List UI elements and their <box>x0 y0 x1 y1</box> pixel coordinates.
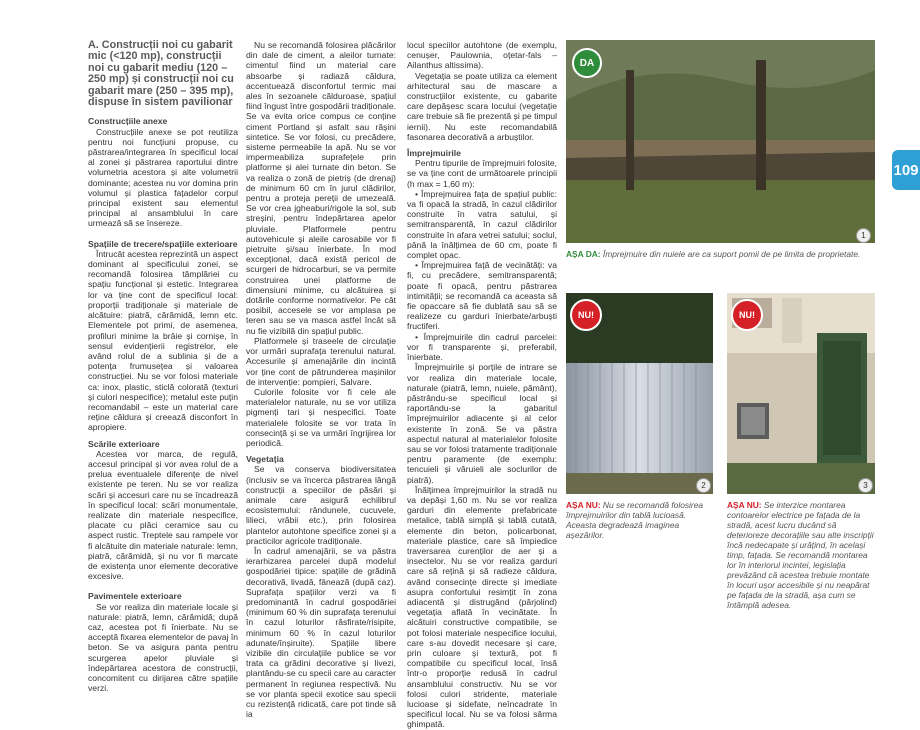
heading-pavimente: Pavimentele exterioare <box>88 591 182 602</box>
caption-photo-1 <box>566 249 876 259</box>
paragraph: Împrejmuirile și porțile de intrare se vor realiza din materiale locale, naturale (piatră, lemn, nuiele, pământ), păstrându-se specificul local și raportându-se la gabaritul împrejmuirilor adiacente și al celor existente în zonă. Se va păstra aspectul natural al materialelor folosite sau se vor folosi tratamente tradiționale pentru paramente (de exemplu: tencuieli și văruieli ale soclurilor de piatră). <box>407 362 557 485</box>
paragraph: Nu se recomandă folosirea plăcărilor din dale de ciment, a aleilor turnate: cimentul fiind un material care absoarbe și radiază căldura, accentuează disconfortul termic mai ales în sezoanele călduroase, spațiul fiind îngust între gospodării tradiționale. Se va evita orice compus ce conține ciment Portland și asfalt sau rășini sintetice. Se vor folosi, cu precădere, sisteme permeabile la apă. Nu se vor impermeabiliza suprafețele prin platforme și alei turnate din beton. Se va realiza o zonă de pietriș (de drenaj) de minimum 60 cm în jurul clădirilor, pentru a proteja pereții de umezeală. Se vor crea jgheaburi/rigole la sol, sub streșini, pentru îndepărtarea apelor pluviale. Platformele pentru autovehicule și aleile carosabile vor fi pietruite și/sau înierbate. În mod excepțional, dacă există pericol de scurgeri de hidrocarburi, se va permite construirea unei platforme de dimensiuni minime, cu alcătuirea și dotările conforme normativelor. Pe cât posibil, accesele se vor amplasa pe teren sau se va masca astfel încât să nu fie vizibilă din spațiul public. <box>246 40 397 336</box>
paragraph: Acestea vor marca, de regulă, accesul principal și vor avea rolul de a prelua eventualele diferențe de nivel existente pe teren. Nu se vor realiza scări și accesuri care nu se încadrează în specificul local: scări monumentale, realizate din materiale nespecifice, placate cu plăci ceramice sau cu aspect rustic. Treptele sau rampele vor fi alcătuite din materiale naturale: lemn, piatră, cărămidă, și nu vor fi marcate de existența unor elemente decorative excesive. <box>88 448 238 582</box>
heading-anexe: Construcțiile anexe <box>88 116 168 127</box>
caption-text: Împrejmuire din nuiele are ca suport pomii de pe limita de proprietate. <box>600 249 861 259</box>
photo-number: 2 <box>696 478 711 493</box>
caption-photo-3 <box>727 500 877 610</box>
bullet-item: • Împrejmuirile din cadrul parcelei: vor fi transparente și, preferabil, înierbate. <box>407 331 557 363</box>
caption-label: AȘA DA: <box>566 249 601 259</box>
photo-metal-fence <box>566 293 713 494</box>
heading-imprejmuirile: Împrejmuirile <box>407 148 461 159</box>
paragraph: Întrucât acestea reprezintă un aspect dominant al specificului zonei, se recomandă folosirea tâmplăriei cu spațiu funcțional și estetic. Integrarea lor va ține cont de specificul local: proporții tradiționale și materiale de alcătuire: piatră, cărămidă, lemn etc. Elementele pot primi, de asemenea, profiluri minime la brâie și cornișe, în sensul evidențierii registrelor, ele având rolul de a sublinia și de a potența frumusețea și valoarea construcției. Nu se vor folosi materiale ca: inox, plastic, sticlă colorată (texturi și culori nespecifice); metalul este puțin recomandabil – este un material care reține căldura și creează disconfort în apropiere. <box>88 248 238 433</box>
caption-photo-2 <box>566 500 716 540</box>
heading-spatii: Spațiile de trecere/spațiile exterioare <box>88 238 238 249</box>
da-badge: DA <box>572 48 602 78</box>
bullet-item: • Împrejmuirea fața de spațiul public: va fi opacă la stradă, în cazul clădirilor construite în vatra satului, și semitransparentă, în cazul clădirilor construite în afara vetrei satului; soclul, până la înălțimea de 60 cm, poate fi complet opac. <box>407 188 557 261</box>
nu-badge: NU! <box>731 299 763 331</box>
paragraph: locul speciilor autohtone (de exemplu, cenușer, Paulownia, oțetar-fals – Ailanthus altissima). <box>407 40 557 71</box>
page-number-tab: 109 <box>892 150 920 190</box>
caption-label: AȘA NU: <box>727 500 762 510</box>
paragraph: Înălțimea împrejmuirilor la stradă nu va depăși 1,60 m. Nu se vor realiza garduri din elemente prefabricate metalice, tablă simplă și tablă cutată, elemente din beton, policarbonat, materiale plastice, care să împiedice traversarea curenților de aer și a insectelor. Nu se vor realiza garduri care să rețină și să radieze căldura, având consecințe directe și imediate asupra confortului resimțit în zona adiacentă și distrugând (pârjolind) vegetația aflată în vecinătate. În alcătuiri constructive compatibile, se pot folosi materiale nespecifice locului, care s-au dovedit necesare și care, prin culoare și textură, pot fi compatibile cu specificul local, însă într-o proporție redusă în cadrul ansamblului constructiv. Nu se vor folosi culori stridente, materiale lucioase și sidefate, neîncadrate în specificul local. Nu se va folosi sârma ghimpată. <box>407 484 557 730</box>
photo-electric-meter <box>727 293 875 494</box>
photo-number: 3 <box>858 478 873 493</box>
caption-text: Se interzice montarea contoarelor electrice pe fațada de la stradă, acest lucru ducând să deterioreze decorațiile sau alte inscripții încă nedecapate și urâțind, în același timp, fațada. Se recomandă montarea lor în interiorul incintei, legislația prevăzând că acestea trebuie montate în locuri ușor accesibile și nu neapărat pe fațada de la stradă, așa cum se întâmplă adesea. <box>727 500 874 610</box>
section-title: A. Construcții noi cu gabarit mic (<120 mp), construcții noi cu gabarit mediu (120 – 250 mp) și construcții noi cu gabarit mare (250 – 395 mp), dispuse în sistem pavilionar <box>88 39 234 109</box>
photo-wicker-fence <box>566 40 875 243</box>
heading-vegetatia: Vegetația <box>246 454 284 465</box>
text-column-3 <box>407 40 557 730</box>
heading-scari: Scările exterioare <box>88 438 160 449</box>
paragraph: Culorile folosite vor fi cele ale materialelor naturale, nu se vor utiliza pigmenți tari și nespecifici. Toate materialele folosite se vor trata în consecință și se va urmări îngrijirea lor periodică. <box>246 386 396 448</box>
paragraph: În cadrul amenajării, se va păstra ierarhizarea parcelei după modelul gospodăriei tipice: spațiile de grădină decorativă, livadă, fânează (după caz). Suprafața spațiilor verzi va fi predominantă în cadrul gospodăriei (minimum 60 % din suprafața terenului în cazul loturilor răsfirate/risipite, minimum 60 % în cazul loturilor adunate/înșiruite). Spațiile libere vizibile din circulațiile publice se vor trata ca grădini decorative și livezi, plantându-se cu specii care au caracter permanent în regiunea respectivă. Nu se vor planta specii exotice sau specii cu rezistență ridicată, care pot tinde să ia <box>246 545 396 720</box>
bullet-item: • Împrejmuirea față de vecinătăți: va fi, cu precădere, semitransparentă; poate fi opacă, pentru păstrarea intimității; se recomandă ca aceasta să fie opaccare să fie dublată sau să se realizeze cu garduri înierbate/arbuști fructiferi. <box>407 260 557 332</box>
paragraph: Pentru tipurile de împrejmuiri folosite, se va ține cont de următoarele principii (h max = 1,60 m): <box>407 158 557 189</box>
text-column-2 <box>246 40 396 719</box>
photo-number: 1 <box>856 228 871 243</box>
wicker-fence-illustration <box>566 40 875 243</box>
nu-badge: NU! <box>570 299 602 331</box>
caption-label: AȘA NU: <box>566 500 601 510</box>
paragraph: Construcțiile anexe se pot reutiliza pentru noi funcțiuni propuse, cu păstrarea/integrarea în specificul local al zonei și păstrarea raportului dintre volumetria acestora și alte volumetrii dominante; acestea nu vor domina prin volumul și plastica fațadelor corpul principal existent sau elementul principal al ansamblului în care urmează să se însereze. <box>88 126 238 229</box>
paragraph: Se vor realiza din materiale locale și naturale: piatră, lemn, cărămidă; după caz, acestea pot fi înierbate. Nu se acceptă fixarea elementelor de pavaj în beton. Se va asigura panta pentru scurgerea apelor pluviale și îndepărtarea acestora de construcții, concomitent cu dirijarea către spațiile verzi. <box>88 601 239 694</box>
paragraph: Vegetația se poate utiliza ca element arhitectural sau de mascare a construcțiilor existente, cu gabarite care depășesc scara locului (vegetație care trebuie să fie prezentă și pe timpul iernii). Nu este recomandabilă fasonarea decorativă a arbuștilor. <box>407 70 557 142</box>
caption-text: Nu se recomandă folosirea împrejmuirilor din tablă lucioasă. Aceasta degradează imaginea așezărilor. <box>566 500 704 540</box>
text-column-1 <box>88 40 238 693</box>
paragraph: Platformele și traseele de circulație vor urmări suprafața terenului natural. Accesurile și amenajările din incintă vor ține cont de pătrunderea mașinilor de intervenție: pompieri, Salvare. <box>246 335 396 387</box>
paragraph: Se va conserva biodiversitatea (inclusiv se va încerca păstrarea lângă construcții a speciilor de păsări și animale care asigură echilibrul ecosistemului: rândunele, cucuvele, lilieci, vrăbii etc.), prin folosirea plantelor autohtone specifice zonei și a practicilor agricole tradiționale. <box>246 464 396 546</box>
